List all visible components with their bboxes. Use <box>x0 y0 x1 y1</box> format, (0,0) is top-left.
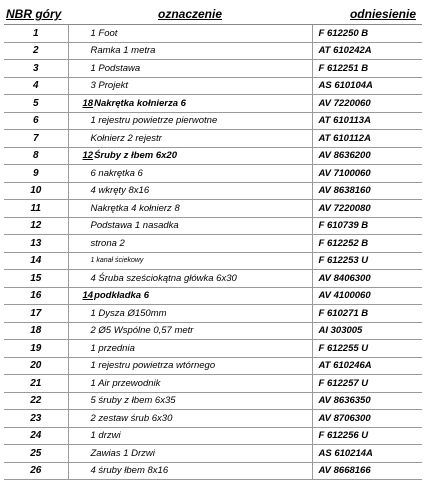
table-body <box>4 25 422 480</box>
part-reference: F 612251 B <box>312 60 422 78</box>
part-reference: AV 8706300 <box>312 410 422 428</box>
table-row <box>4 287 422 305</box>
table-row <box>4 357 422 375</box>
table-row <box>4 410 422 428</box>
part-name: 2 Ø5 Wspólne 0,57 metr <box>68 322 312 340</box>
header-row <box>4 4 422 25</box>
part-label: podkładka 6 <box>94 290 149 302</box>
part-name: 4 Śruba sześciokątna główka 6x30 <box>68 270 312 288</box>
part-quantity: 18 <box>82 97 94 109</box>
parts-table <box>4 4 422 480</box>
row-number: 6 <box>4 112 68 130</box>
part-reference: AT 610113A <box>312 112 422 130</box>
column-header-ref: odniesienie <box>312 4 422 25</box>
table-row <box>4 217 422 235</box>
part-reference: AV 7220080 <box>312 200 422 218</box>
part-reference: AV 7100060 <box>312 165 422 183</box>
part-name: 5 śruby z łbem 6x35 <box>68 392 312 410</box>
part-reference: AV 8636200 <box>312 147 422 165</box>
part-name: 1 kanał ściekowy <box>68 252 312 270</box>
row-number: 16 <box>4 287 68 305</box>
part-reference: F 612256 U <box>312 427 422 445</box>
part-reference: AI 303005 <box>312 322 422 340</box>
row-number: 17 <box>4 305 68 323</box>
row-number: 19 <box>4 340 68 358</box>
table-row <box>4 322 422 340</box>
part-reference: F 612253 U <box>312 252 422 270</box>
part-name: 6 nakrętka 6 <box>68 165 312 183</box>
part-reference: AT 610112A <box>312 130 422 148</box>
row-number: 7 <box>4 130 68 148</box>
row-number: 15 <box>4 270 68 288</box>
part-name: Podstawa 1 nasadka <box>68 217 312 235</box>
part-reference: F 612257 U <box>312 375 422 393</box>
table-row <box>4 200 422 218</box>
part-name: 1 drzwi <box>68 427 312 445</box>
part-reference: AV 8406300 <box>312 270 422 288</box>
part-name: Ramka 1 metra <box>68 42 312 60</box>
row-number: 24 <box>4 427 68 445</box>
part-reference: F 610739 B <box>312 217 422 235</box>
part-reference: AV 8636350 <box>312 392 422 410</box>
part-reference: AV 7220060 <box>312 95 422 113</box>
parts-list-sheet <box>4 4 422 480</box>
table-row <box>4 182 422 200</box>
row-number: 5 <box>4 95 68 113</box>
table-row <box>4 462 422 480</box>
table-row <box>4 392 422 410</box>
part-reference: F 612255 U <box>312 340 422 358</box>
row-number: 23 <box>4 410 68 428</box>
table-row <box>4 112 422 130</box>
part-name: 2 zestaw śrub 6x30 <box>68 410 312 428</box>
part-reference: F 610271 B <box>312 305 422 323</box>
row-number: 20 <box>4 357 68 375</box>
part-label: Nakrętka kołnierza 6 <box>94 97 186 109</box>
table-row <box>4 375 422 393</box>
part-reference: AT 610242A <box>312 42 422 60</box>
table-row <box>4 445 422 463</box>
part-name: 3 Projekt <box>68 77 312 95</box>
row-number: 25 <box>4 445 68 463</box>
part-reference: AS 610104A <box>312 77 422 95</box>
row-number: 8 <box>4 147 68 165</box>
row-number: 13 <box>4 235 68 253</box>
part-label: Śruby z łbem 6x20 <box>94 150 177 162</box>
part-reference: AT 610246A <box>312 357 422 375</box>
part-name: 4 śruby łbem 8x16 <box>68 462 312 480</box>
row-number: 21 <box>4 375 68 393</box>
table-row <box>4 130 422 148</box>
part-name: strona 2 <box>68 235 312 253</box>
part-name: 1 Foot <box>68 25 312 43</box>
row-number: 18 <box>4 322 68 340</box>
row-number: 22 <box>4 392 68 410</box>
table-row <box>4 42 422 60</box>
row-number: 10 <box>4 182 68 200</box>
row-number: 11 <box>4 200 68 218</box>
row-number: 2 <box>4 42 68 60</box>
part-name: 1 rejestru powietrza wtórnego <box>68 357 312 375</box>
part-reference: AV 4100060 <box>312 287 422 305</box>
part-name <box>68 95 312 113</box>
part-name: Nakrętka 4 kołnierz 8 <box>68 200 312 218</box>
row-number: 1 <box>4 25 68 43</box>
table-row <box>4 95 422 113</box>
table-row <box>4 165 422 183</box>
row-number: 4 <box>4 77 68 95</box>
table-row <box>4 77 422 95</box>
table-row <box>4 252 422 270</box>
part-name: 1 przednia <box>68 340 312 358</box>
column-header-nbr: NBR góry <box>4 4 68 25</box>
part-name: 1 rejestru powietrze pierwotne <box>68 112 312 130</box>
part-reference: AV 8638160 <box>312 182 422 200</box>
table-row <box>4 147 422 165</box>
part-reference: F 612252 B <box>312 235 422 253</box>
column-header-name: oznaczenie <box>68 4 312 25</box>
part-name: Kołnierz 2 rejestr <box>68 130 312 148</box>
part-name: Zawias 1 Drzwi <box>68 445 312 463</box>
table-row <box>4 270 422 288</box>
row-number: 9 <box>4 165 68 183</box>
table-row <box>4 60 422 78</box>
part-name: 1 Dysza Ø150mm <box>68 305 312 323</box>
table-row <box>4 340 422 358</box>
part-name <box>68 147 312 165</box>
part-reference: AS 610214A <box>312 445 422 463</box>
table-row <box>4 427 422 445</box>
row-number: 26 <box>4 462 68 480</box>
part-quantity: 14 <box>82 290 94 302</box>
part-quantity: 12 <box>82 150 94 162</box>
part-name: 1 Podstawa <box>68 60 312 78</box>
table-row <box>4 235 422 253</box>
part-reference: AV 8668166 <box>312 462 422 480</box>
row-number: 14 <box>4 252 68 270</box>
part-name: 4 wkręty 8x16 <box>68 182 312 200</box>
table-row <box>4 305 422 323</box>
part-name <box>68 287 312 305</box>
row-number: 3 <box>4 60 68 78</box>
row-number: 12 <box>4 217 68 235</box>
part-reference: F 612250 B <box>312 25 422 43</box>
part-name: 1 Air przewodnik <box>68 375 312 393</box>
table-row <box>4 25 422 43</box>
